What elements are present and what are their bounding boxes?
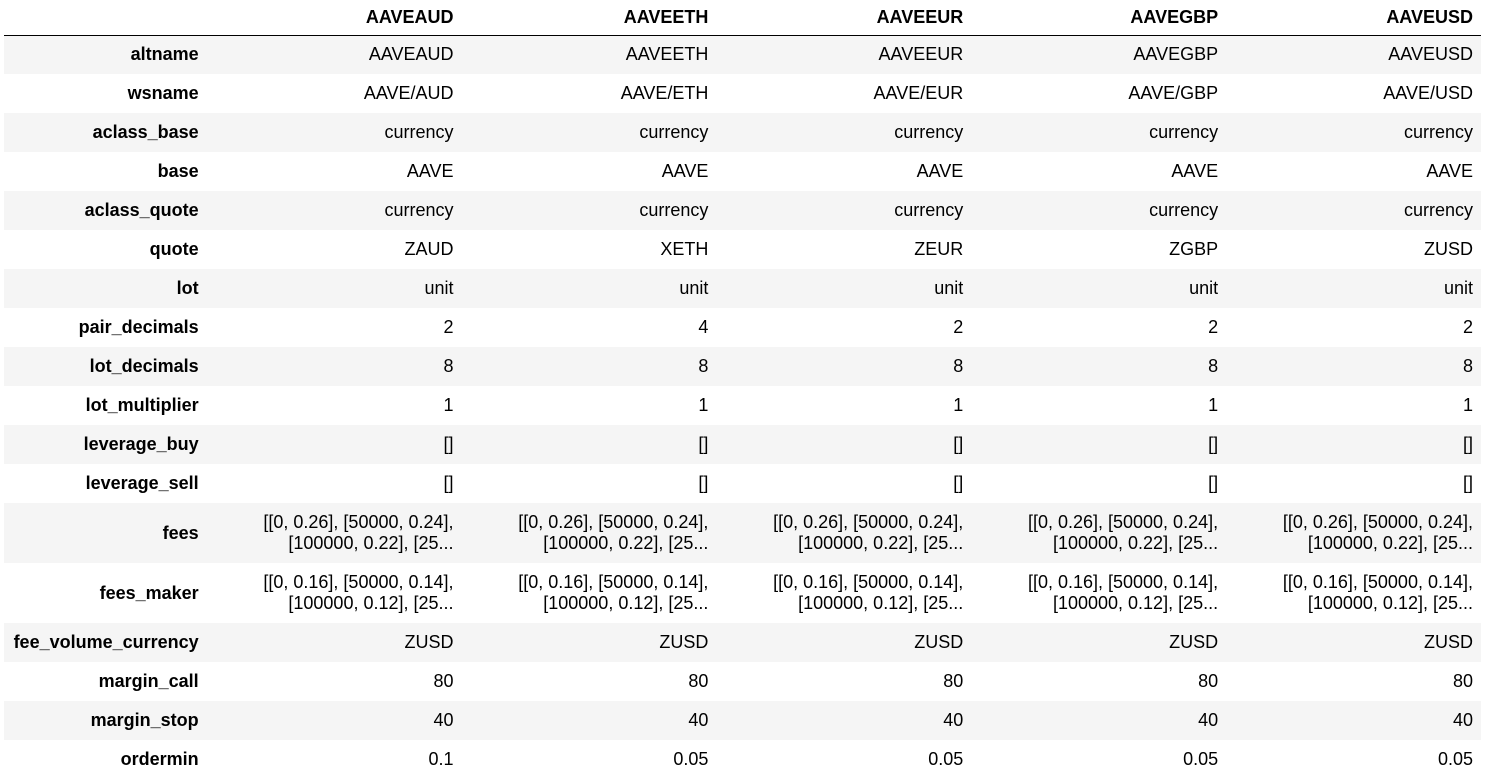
table-cell: AAVE — [916, 161, 964, 181]
table-cell: 8 — [1208, 356, 1219, 376]
table-cell: ZGBP — [1169, 239, 1219, 259]
cell-line: [100000, 0.22], [25... — [1307, 533, 1473, 553]
table-cell: AAVE/GBP — [1128, 83, 1219, 103]
row-label: fees — [162, 522, 199, 543]
row-label: leverage_sell — [85, 473, 199, 493]
cell-line: [[0, 0.26], [50000, 0.24], — [518, 512, 709, 532]
table-cell: unit — [1443, 278, 1473, 298]
table-cell: 80 — [1198, 671, 1219, 691]
table-cell: [] — [1208, 473, 1219, 493]
table-cell: ZUSD — [1424, 632, 1473, 652]
table-cell: 40 — [943, 710, 964, 730]
cell-line: [[0, 0.16], [50000, 0.14], — [773, 572, 964, 592]
table-row — [4, 191, 1481, 230]
table-cell — [1226, 563, 1481, 623]
row-label: leverage_buy — [83, 434, 199, 454]
table-cell: ZUSD — [404, 632, 454, 652]
table-cell: 0.05 — [1437, 749, 1473, 769]
row-label: lot — [176, 278, 199, 298]
table-row — [4, 563, 1481, 623]
column-header: AAVEAUD — [207, 0, 462, 35]
column-header: AAVEETH — [462, 0, 717, 35]
index-corner-cell — [4, 0, 207, 35]
table-cell: currency — [384, 122, 454, 142]
table-cell: 2 — [1462, 317, 1473, 337]
table-cell: 8 — [953, 356, 964, 376]
table-cell: [] — [698, 434, 709, 454]
row-label: fee_volume_currency — [13, 632, 199, 652]
table-cell: [] — [1208, 434, 1219, 454]
table-row — [4, 701, 1481, 740]
table-cell: 1 — [1208, 395, 1219, 415]
table-cell: 40 — [688, 710, 709, 730]
table-cell: [] — [953, 434, 964, 454]
table-cell: 80 — [688, 671, 709, 691]
table-cell: currency — [639, 122, 709, 142]
cell-line: [[0, 0.16], [50000, 0.14], — [518, 572, 709, 592]
table-cell: AAVEGBP — [1133, 44, 1219, 65]
table-row — [4, 425, 1481, 464]
row-label: wsname — [127, 83, 199, 103]
row-label: lot_decimals — [89, 356, 199, 376]
table-cell: currency — [639, 200, 709, 220]
table-cell: currency — [894, 200, 964, 220]
table-row — [4, 308, 1481, 347]
row-label: aclass_quote — [84, 200, 199, 220]
table-cell: [] — [443, 473, 454, 493]
row-label: fees_maker — [99, 582, 199, 603]
cell-line: [[0, 0.16], [50000, 0.14], — [263, 572, 454, 592]
table-cell: 1 — [953, 395, 964, 415]
table-row — [4, 347, 1481, 386]
cell-line: [[0, 0.26], [50000, 0.24], — [1027, 512, 1219, 532]
table-row — [4, 740, 1481, 779]
table-cell: 0.05 — [928, 749, 964, 769]
table-cell: AAVE/USD — [1383, 83, 1473, 103]
row-label: lot_multiplier — [85, 395, 199, 415]
row-label: altname — [130, 44, 199, 65]
cell-line: [100000, 0.22], [25... — [798, 533, 964, 553]
table-cell — [971, 563, 1226, 623]
table-cell: ZUSD — [659, 632, 709, 652]
table-cell: [] — [1462, 473, 1473, 493]
table-cell: currency — [384, 200, 454, 220]
table-cell: 80 — [433, 671, 454, 691]
table-cell: 8 — [698, 356, 709, 376]
table-cell: AAVEUSD — [1388, 44, 1473, 65]
table-cell: currency — [1149, 122, 1219, 142]
table-cell: 80 — [943, 671, 964, 691]
table-cell: XETH — [660, 239, 709, 259]
table-cell: 40 — [1198, 710, 1219, 730]
row-label: base — [157, 161, 199, 181]
row-label: quote — [149, 239, 199, 259]
table-cell — [207, 563, 462, 623]
table-cell — [462, 563, 717, 623]
table-cell: AAVEAUD — [368, 44, 454, 65]
table-row — [4, 152, 1481, 191]
cell-line: [100000, 0.22], [25... — [288, 533, 454, 553]
table-cell: 1 — [698, 395, 709, 415]
table-body — [4, 35, 1481, 779]
cell-line: [100000, 0.22], [25... — [1052, 533, 1219, 553]
table-cell: AAVE/ETH — [620, 83, 709, 103]
header-row — [4, 0, 1481, 35]
table-cell — [716, 503, 971, 563]
table-cell: 4 — [698, 317, 709, 337]
table-cell: ZEUR — [914, 239, 964, 259]
table-cell: 1 — [443, 395, 454, 415]
table-cell: [] — [443, 434, 454, 454]
table-cell: currency — [1149, 200, 1219, 220]
table-cell: 2 — [443, 317, 454, 337]
table-cell — [1226, 503, 1481, 563]
cell-line: [[0, 0.26], [50000, 0.24], — [773, 512, 964, 532]
table-cell: 8 — [443, 356, 454, 376]
table-cell: AAVEEUR — [878, 44, 964, 65]
table-cell: AAVEETH — [625, 44, 709, 65]
table-cell: 2 — [1208, 317, 1219, 337]
table-cell: 1 — [1462, 395, 1473, 415]
table-cell: 0.05 — [673, 749, 709, 769]
table-cell: 40 — [433, 710, 454, 730]
table-cell: 0.05 — [1183, 749, 1219, 769]
table-row — [4, 464, 1481, 503]
table-cell: ZUSD — [1424, 239, 1473, 259]
table-cell: ZUSD — [914, 632, 964, 652]
table-cell — [462, 503, 717, 563]
table-cell — [971, 503, 1226, 563]
table-cell: currency — [894, 122, 964, 142]
table-header — [4, 0, 1481, 35]
table-row — [4, 74, 1481, 113]
table-cell: AAVE — [1171, 161, 1219, 181]
table-row — [4, 35, 1481, 74]
table-cell: 0.1 — [428, 749, 454, 769]
table-cell — [207, 503, 462, 563]
cell-line: [100000, 0.12], [25... — [288, 593, 454, 613]
table-row — [4, 623, 1481, 662]
table-cell: AAVE/AUD — [363, 83, 454, 103]
table-row — [4, 230, 1481, 269]
table-cell: [] — [1462, 434, 1473, 454]
table-cell: AAVE — [661, 161, 709, 181]
table-cell: unit — [424, 278, 454, 298]
table-cell: 2 — [953, 317, 964, 337]
cell-line: [[0, 0.26], [50000, 0.24], — [263, 512, 454, 532]
column-header: AAVEEUR — [716, 0, 971, 35]
row-label: margin_call — [98, 671, 199, 691]
table-cell: 40 — [1452, 710, 1473, 730]
table-cell: AAVE — [406, 161, 454, 181]
table-cell: ZAUD — [404, 239, 454, 259]
table-cell: ZUSD — [1169, 632, 1219, 652]
cell-line: [[0, 0.26], [50000, 0.24], — [1282, 512, 1473, 532]
row-label: aclass_base — [92, 122, 199, 142]
cell-line: [100000, 0.12], [25... — [798, 593, 964, 613]
cell-line: [100000, 0.12], [25... — [1307, 593, 1473, 613]
table-cell: [] — [698, 473, 709, 493]
dataframe-table — [4, 0, 1481, 779]
table-row — [4, 662, 1481, 701]
row-label: ordermin — [120, 749, 199, 769]
table-cell: 80 — [1452, 671, 1473, 691]
table-row — [4, 269, 1481, 308]
table-row — [4, 113, 1481, 152]
column-header: AAVEGBP — [971, 0, 1226, 35]
table-cell: AAVE — [1426, 161, 1473, 181]
row-label: pair_decimals — [78, 317, 199, 337]
cell-line: [100000, 0.12], [25... — [543, 593, 709, 613]
table-cell: AAVE/EUR — [873, 83, 964, 103]
table-cell: currency — [1403, 122, 1473, 142]
table-cell: [] — [953, 473, 964, 493]
table-cell — [716, 563, 971, 623]
table-cell: unit — [1189, 278, 1219, 298]
table-cell: unit — [679, 278, 709, 298]
column-header: AAVEUSD — [1226, 0, 1481, 35]
cell-line: [[0, 0.16], [50000, 0.14], — [1027, 572, 1219, 592]
table-cell: 8 — [1462, 356, 1473, 376]
table-cell: unit — [934, 278, 964, 298]
table-row — [4, 386, 1481, 425]
table-cell: currency — [1403, 200, 1473, 220]
row-label: margin_stop — [90, 710, 199, 730]
table-row — [4, 503, 1481, 563]
cell-line: [100000, 0.12], [25... — [1052, 593, 1219, 613]
cell-line: [[0, 0.16], [50000, 0.14], — [1282, 572, 1473, 592]
cell-line: [100000, 0.22], [25... — [543, 533, 709, 553]
